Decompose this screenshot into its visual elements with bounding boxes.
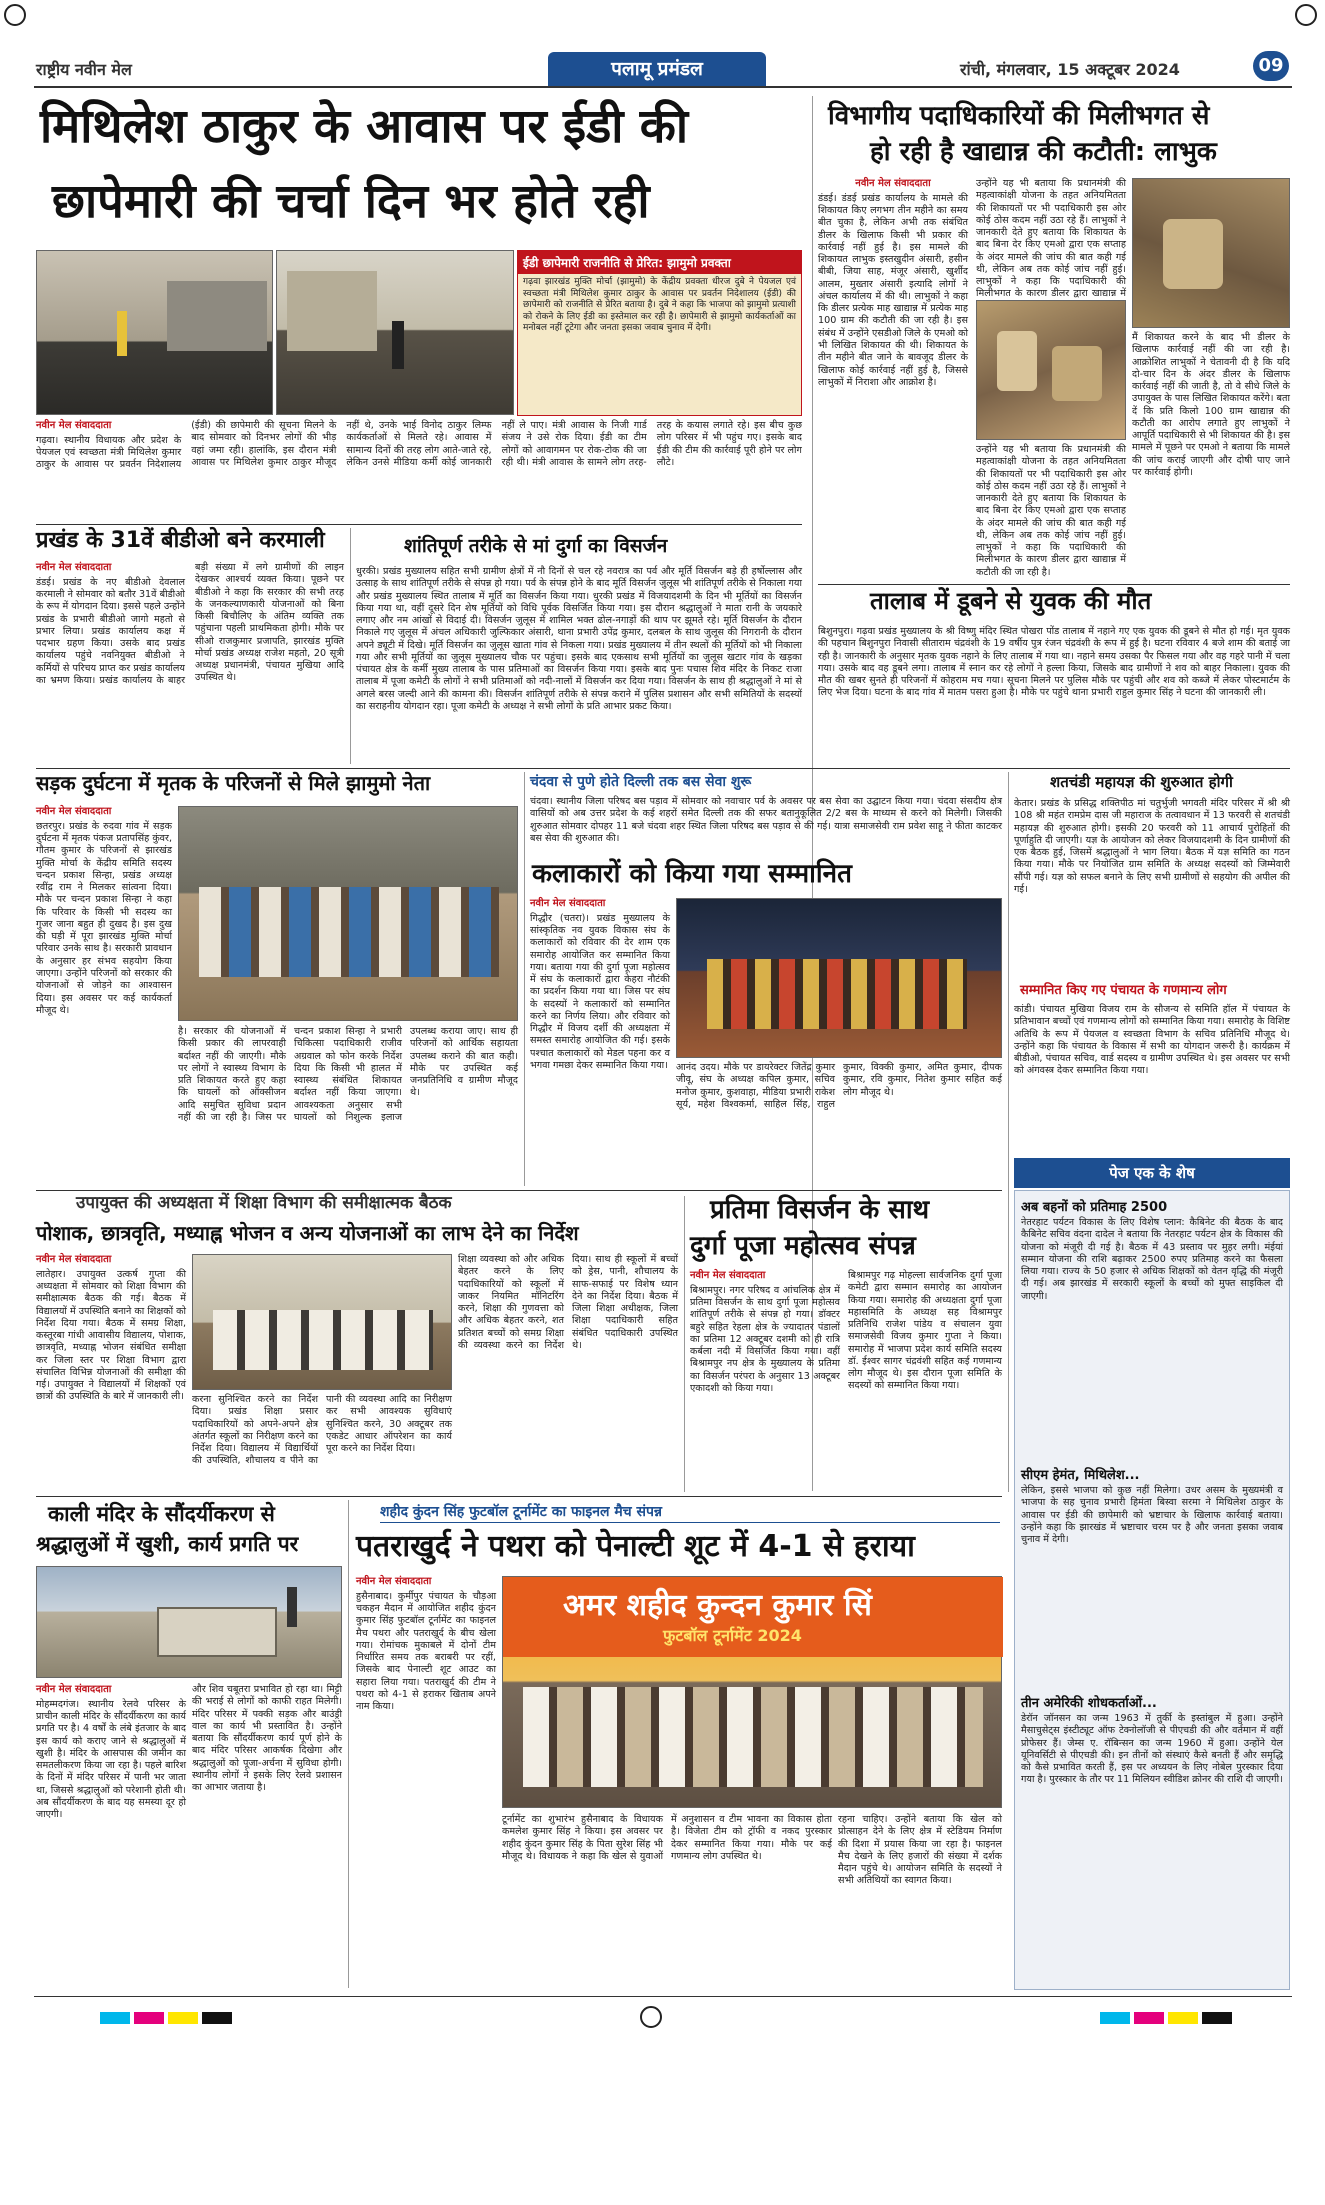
right-lead-text: डंडई। डंडई प्रखंड कार्यालय के मामले की शिकायत किए लगभग तीन महीने का समय बीत चुका है, लेकिन अभी तक संबंधित डीलर के खिलाफ किसी भी प्रकार की कार्रवाई नहीं हुई है। इस मामले की शिकायत लाभुक इस्तखुदीन अंसारी, हसीन बीबी, जिया साह, मंजूर अंसारी, खुर्शीद आलम, मुख्तार अंसारी इत्यादि लोगों ने अंचल कार्यालय में की थी। लाभुकों ने कहा कि डीलर प्रत्येक माह खाद्यान्न में प्रत्येक माह 100 ग्राम की कटौती की जा रही है। इस संबंध में उन्होंने एसडीओ जिले के एमओ को भी लिखित शिकायत की थी। शिकायत के तीन महीने बीत जाने के बावजूद डीलर के खिलाफ कोई कार्रवाई नहीं हुई है, जिससे लाभुकों में निराशा और आक्रोश है। xyxy=(818,192,968,388)
right-lead-byline: नवीन मेल संवाददाता xyxy=(855,178,931,189)
person-figure xyxy=(392,321,404,369)
right-headline-2: हो रही है खाद्यान्न की कटौती: लाभुक xyxy=(870,137,1217,167)
artists-headline: कलाकारों को किया गया सम्मानित xyxy=(532,859,852,889)
masthead-paper: राष्ट्रीय नवीन मेल xyxy=(36,60,132,79)
lead-column xyxy=(36,420,802,518)
artists-col1 xyxy=(530,898,670,1158)
color-swatch xyxy=(134,2012,164,2024)
accident-text-2: है। सरकार की योजनाओं में किसी प्रकार की लापरवाही बर्दाश्त नहीं की जाएगी। मौके पर लोगों ने स्वास्थ्य विभाग के प्रति शिकायत करते हुए कहा कि घायलों को ऑक्सीजन आदि समुचित सुविधा प्रदान नहीं की जा रही है। जिस पर चन्दन प्रकाश सिन्हा ने प्रभारी चिकित्सा पदाधिकारी राजीव अग्रवाल को फोन करके निर्देश दिया कि किसी भी हालत में स्वास्थ्य संबंधित शिकायत बर्दाश्त नहीं किया जाएगा। आवश्यकता अनुसार सभी घायलों को निशुल्क इलाज उपलब्ध कराया जाए। साथ ही परिजनों को आर्थिक सहायता उपलब्ध कराने की बात कही। मौके पर उपस्थित कई जनप्रतिनिधि व ग्रामीण मौजूद थे। xyxy=(178,1026,518,1123)
education-col3 xyxy=(458,1254,678,1490)
artists-photo xyxy=(676,898,1002,1058)
football-banner-sub: फुटबॉल टूर्नामेंट 2024 xyxy=(663,1626,802,1645)
honor-text: कांडी। पंचायत मुखिया विजय राम के सौजन्य से समिति हॉल में पंचायत के प्रतिभावान बच्चों एवं गणमान्य लोगों को सम्मानित किया गया। समारोह के विशिष्ट अतिथि के रूप में पेयजल व स्वच्छता विभाग के सचिव प्रतिनिधि मौजूद थे। उन्होंने कहा कि पंचायत के विकास में सभी का योगदान जरूरी है। कार्यक्रम में बीडीओ, पंचायत सचिव, वार्ड सदस्य व ग्रामीण उपस्थित थे। इस अवसर पर सभी को अंगवस्त्र देकर सम्मानित किया गया। xyxy=(1014,1004,1290,1077)
education-photo xyxy=(192,1254,452,1390)
color-swatch xyxy=(1168,2012,1198,2024)
football-col3 xyxy=(838,1814,1002,1984)
lead-photo-1 xyxy=(36,250,273,415)
yajna-text: केतार। प्रखंड के प्रसिद्ध शक्तिपीठ मां चतुर्भुजी भगवती मंदिर परिसर में श्री श्री 108 श्री महंत रामप्रेम दास जी महाराज के तत्वावधान में 13 फरवरी से शतचंडी महायज्ञ की शुरुआत होगी। इसकी 20 फरवरी को 11 आचार्य पुरोहितों की पूर्णाहुति दी जाएगी। यज्ञ के आयोजन को लेकर विजयादशमी के दिन ग्रामीणों की एक बैठक हुई, जिसमें श्रद्धालुओं ने भाग लिया। बैठक में यज्ञ समिति का गठन किया गया। मौके पर नियोजित ग्राम समिति के अध्यक्ष सदस्यों को जिम्मेवारी सौंपी गई। यज्ञ को सफल बनाने के लिए सभी ग्रामीणों से सहयोग की अपील की गई। xyxy=(1014,798,1290,895)
performers-shape xyxy=(707,959,967,1029)
kali-text-2: और शिव चबूतरा प्रभावित हो रहा था। मिट्टी की भराई से लोगों को काफी राहत मिलेगी। मंदिर परिसर में पक्की सड़क और बाउंड्री वाल का कार्य भी प्रस्तावित है। उन्होंने बताया कि सौंदर्यीकरण कार्य पूर्ण होने के बाद मंदिर परिसर आकर्षक दिखेगा और श्रद्धालुओं को पूजा-अर्चना में सुविधा होगी। स्थानीय लोगों ने इसके लिए रेलवे प्रशासन का आभार जताया है। xyxy=(192,1684,342,1794)
crowd-shape xyxy=(523,1687,983,1787)
section-rule xyxy=(36,1190,1002,1191)
right-lead-col2b xyxy=(976,444,1126,579)
artists-col2 xyxy=(676,1062,1002,1158)
registration-mark xyxy=(4,4,26,26)
person-figure xyxy=(287,1587,297,1627)
education-byline: नवीन मेल संवाददाता xyxy=(36,1254,112,1265)
column-divider xyxy=(1008,772,1009,1492)
section-banner xyxy=(548,52,766,86)
right-lead-col1 xyxy=(818,178,968,578)
right-lead-col3 xyxy=(1132,332,1290,580)
sidebar-item2-title: सीएम हेमंत, मिथिलेश... xyxy=(1021,1468,1140,1483)
color-swatch xyxy=(1202,2012,1232,2024)
right-lead-text-2b: उन्होंने यह भी बताया कि प्रधानमंत्री की महत्वाकांक्षी योजना के तहत अनियमितता की शिकायतों पर भी पदाधिकारी इस ओर कोई ठोस कदम नहीं उठा रहे हैं। लाभुकों ने जानकारी देते हुए बताया कि शिकायत के बाद बिना देर किए एमओ द्वारा एक सप्ताह के अंदर मामले की जांच की बात कही गई थी, लेकिन अब तक कोई जांच नहीं हुई। लाभुकों ने कहा कि पदाधिकारी की मिलीभगत के कारण डीलर द्वारा खाद्यान्न में कटौती की जा रही है। xyxy=(976,444,1126,578)
color-swatch xyxy=(1100,2012,1130,2024)
column-divider xyxy=(350,528,351,764)
section-rule xyxy=(36,768,1290,769)
football-text: हुसैनाबाद। कुर्मीपुर पंचायत के चौड़आ चकहन मैदान में आयोजित शहीद कुंदन कुमार सिंह फुटबॉल टूर्नामेंट का फाइनल मैच पथरा और पतराखुर्द के बीच खेला गया। रोमांचक मुकाबले में दोनों टीम निर्धारित समय तक बराबरी पर रहीं, जिसके बाद पेनाल्टी शूट आउट का सहारा लिया गया। पतराखुर्द की टीम ने पथरा को 4-1 से हराकर खिताब अपने नाम किया। xyxy=(356,1590,496,1713)
grain-sack xyxy=(1163,219,1223,289)
lead-byline: नवीन मेल संवाददाता xyxy=(36,420,112,431)
lead-box-title: ईडी छापेमारी राजनीति से प्रेरित: झामुमो प्रवक्ता xyxy=(518,251,801,274)
lead-box-text: गढ़वा झारखंड मुक्ति मोर्चा (झामुमो) के केंद्रीय प्रवक्ता धीरज दुबे ने पेयजल एवं स्वच्छता मंत्री मिथिलेश कुमार ठाकुर के आवास पर प्रवर्तन निदेशालय (ईडी) की छापेमारी को राजनीति से प्रेरित बताया है। दुबे ने कहा कि भाजपा को झामुमो प्रत्याशी को रोकने के लिए ईडी का इस्तेमाल कर रही है। छापेमारी से झामुमो कार्यकर्ताओं का मनोबल नहीं टूटेगा और जनता इसका जवाब चुनाव में देगी। xyxy=(523,277,796,334)
column-divider xyxy=(684,1196,685,1492)
lead-text: गढ़वा। स्थानीय विधायक और प्रदेश के पेयजल एवं स्वच्छता मंत्री मिथिलेश कुमार ठाकुर के आवास पर प्रवर्तन निदेशालय (ईडी) की छापेमारी की सूचना मिलने के बाद सोमवार को दिनभर लोगों की भीड़ वहां जमा रही। हालांकि, इस दौरान मंत्री आवास पर मिथिलेश कुमार ठाकुर मौजूद नहीं थे, उनके भाई विनोद ठाकुर लिम्फ कार्यकर्ताओं से मिलते रहे। आवास में सामान्य दिनों की तरह लोग आते-जाते रहे, लेकिन उनसे मीडिया कर्मी कोई जानकारी नहीं ले पाए। मंत्री आवास के निजी गार्ड संजय ने उसे रोक दिया। ईडी का टीम लोगों को आवागमन पर रोक-टोक की जा रही थी। मंत्री आवास के सामने लोग तरह-तरह के कयास लगाते रहे। इस बीच कुछ लोग परिसर में भी पहुंच गए। इसके बाद ईडी की टीम की कार्रवाई पूरी होने पर लोग लौटे। xyxy=(36,420,802,471)
artists-byline: नवीन मेल संवाददाता xyxy=(530,898,606,909)
kali-byline: नवीन मेल संवाददाता xyxy=(36,1684,112,1695)
color-swatch xyxy=(202,2012,232,2024)
section-rule xyxy=(818,584,1290,585)
sidebar-item2-text: लेकिन, इससे भाजपा को कुछ नहीं मिलेगा। उधर असम के मुख्यमंत्री व भाजपा के सह चुनाव प्रभारी हिमंता बिस्वा सरमा ने मिथिलेश ठाकुर के आवास पर ईडी की छापेमारी को भ्रष्टाचार के खिलाफ कार्रवाई बताया। उन्होंने कहा कि झारखंड में भ्रष्टाचार चरम पर है और जनता इसका जवाब चुनाव में देगी। xyxy=(1021,1485,1283,1546)
person-figure xyxy=(117,311,127,356)
education-text-2: करना सुनिश्चित करने का निर्देश दिया। प्रखंड शिक्षा प्रसार पदाधिकारियों को अपने-अपने क्षेत्र अंतर्गत स्कूलों का निरीक्षण करने का निर्देश दिया। विद्यालय में विद्यार्थियों की उपस्थिति, शौचालय व पीने का पानी की व्यवस्था आदि का निरीक्षण कर सभी आवश्यक सुविधाएं सुनिश्चित करने, 30 अक्टूबर तक एकडेट आधार ऑपरेशन का कार्य पूरा करने का निर्देश दिया। xyxy=(192,1394,452,1467)
pratima-headline-2: दुर्गा पूजा महोत्सव संपन्न xyxy=(690,1231,916,1261)
sidebar-item1-text: नेतरहाट पर्यटन विकास के लिए विशेष प्लान: कैबिनेट की बैठक के बाद कैबिनेट सचिव वंदना दादेल ने बताया कि नेतरहाट पर्यटन क्षेत्र के विकास की योजना को मंजूरी दी गई है। बैठक में 43 प्रस्ताव पर मुहर लगी। मंईयां सम्मान योजना की राशि बढ़ाकर 2500 रुपए प्रतिमाह करने का फैसला लिया गया। राज्य के 50 हजार से अधिक शिक्षकों को वेतन वृद्धि की मंजूरी दी गई। अब झारखंड में सरकारी स्कूलों के बच्चों को मुफ्त साइकिल दी जाएगी। xyxy=(1021,1217,1283,1302)
lead-headline-1: मिथिलेश ठाकुर के आवास पर ईडी की xyxy=(40,99,689,154)
football-banner-title: अमर शहीद कुन्दन कुमार सिं xyxy=(563,1588,872,1623)
right-lead-photo xyxy=(976,300,1126,440)
kali-col1 xyxy=(36,1684,186,1984)
artists-text-2: आनंद उदय। मौके पर डायरेक्टर जितेंद्र कुमार जीवू, संघ के अध्यक्ष कपिल कुमार, सचिव मनोज कुमार, कुशवाहा, मीडिया प्रभारी राकेश सूर्य, महेश विश्वकर्मा, साहिल सिंह, राहुल कुमार, विक्की कुमार, अमित कुमार, दीपक कुमार, रवि कुमार, नितेश कुमार सहित कई लोग मौजूद थे। xyxy=(676,1062,1002,1110)
education-headline: पोशाक, छात्रवृति, मध्याह्न भोजन व अन्य योजनाओं का लाभ देने का निर्देश xyxy=(36,1221,579,1245)
education-text-3: शिक्षा व्यवस्था को और अधिक बेहतर करने के लिए पदाधिकारियों को स्कूलों में जाकर नियमित मॉनिटरिंग करने, शिक्षा की गुणवत्ता को और अधिक बेहतर करने, शत प्रतिशत बच्चों को समग्र शिक्षा की व्यवस्था करने का निर्देश दिया। साथ ही स्कूलों में बच्चों को ड्रेस, पानी, शौचालय के साफ-सफाई पर विशेष ध्यान देने का निर्देश दिया। बैठक में जिला शिक्षा अधीक्षक, जिला शिक्षा पदाधिकारी सहित संबंधित पदाधिकारी उपस्थित थे। xyxy=(458,1254,678,1351)
accident-text: छतरपुर। प्रखंड के रुदवा गांव में सड़क दुर्घटना में मृतक पंकज प्रतापसिंह कुंवर, गौतम कुमार के परिजनों से झारखंड मुक्ति मोर्चा के केंद्रीय समिति सदस्य चन्दन प्रकाश सिन्हा, प्रखंड अध्यक्ष रवींद्र राम ने मिलकर सांत्वना दिया। मौके पर चन्दन प्रकाश सिन्हा ने कहा कि परिवार के किसी भी सदस्य का गुजर जाना बहुत ही दुखद है। इस दुख की घड़ी में पूरा झारखंड मुक्ति मोर्चा परिवार उनके साथ है। सरकारी प्रावधान के अनुसार हर संभव सहयोग किया जाएगा। उन्होंने परिजनों को सरकार की योजनाओं से जोड़ने का आश्वासन दिया। इस अवसर पर कई कार्यकर्ता मौजूद थे। xyxy=(36,820,172,1016)
sidebar-header xyxy=(1014,1158,1290,1188)
yajna-headline: शतचंडी महायज्ञ की शुरुआत होगी xyxy=(1050,773,1233,791)
accident-photo xyxy=(178,806,518,1021)
pratima-text: बिश्रामपुर। नगर परिषद व आंचलिक क्षेत्र में प्रतिमा विसर्जन के साथ दुर्गा पूजा महोत्सव शांतिपूर्ण तरीके से संपन्न हो गया। डॉक्टर बहुरे सहित रेहला क्षेत्र के ज्यादातर पंडालों का प्रतिमा 12 अक्टूबर दशमी को ही रात्रि कर्बला नदी में विसर्जित किया गया। वहीं बिश्रामपुर नप क्षेत्र के मुख्यालय के प्रतिमा का विसर्जन परंपरा के अनुसार 13 अक्टूबर एकादशी को किया गया। xyxy=(690,1284,840,1394)
lead-photo-2 xyxy=(276,250,514,415)
column-divider xyxy=(348,1500,349,1988)
pond-text: बिशुनपुरा। गढ़वा प्रखंड मुख्यालय के श्री विष्णु मंदिर स्थित पोखरा पोंड तालाब में नहाने गए एक युवक की डूबने से मौत हो गई। मृत युवक की पहचान बिशुनपुरा निवासी सीताराम चंद्रवंशी के 19 वर्षीय पुत्र रंजन चंद्रवंशी के रूप में हुई है। घटना रविवार 4 बजे शाम की बताई जा रही है। जानकारी के अनुसार मृतक युवक नहाने के लिए तालाब में गया था। नहाने समय उसका पैर फिसल गया और वह गहरे पानी में चला गया। उसके बाद वह डूबने लगा। तालाब में स्नान कर रहे लोगों ने हल्ला किया, जिसके बाद ग्रामीणों ने शव को बाहर निकाला। युवक की मौत की खबर सुनते ही परिजनों में कोहराम मच गया। सूचना मिलने पर पुलिस मौके पर पहुंची और शव को कब्जे में लेकर पोस्टमार्टम के लिए भेज दिया। घटना के बाद गांव में मातम पसरा हुआ है। मौके पर पहुंचे थाना प्रभारी राहुल कुमार सिंह ने घटना की जानकारी ली। xyxy=(818,626,1290,699)
meeting-shape xyxy=(213,1310,433,1370)
footer-rule xyxy=(34,1996,1292,1997)
registration-mark xyxy=(640,2006,662,2028)
dateline: रांची, मंगलवार, 15 अक्टूबर 2024 xyxy=(960,60,1180,79)
building-shape xyxy=(167,281,267,351)
section-rule xyxy=(36,524,802,525)
sidebar-item3-text: डेरॉन जॉनसन का जन्म 1963 में तुर्की के इस्तांबुल में हुआ। उन्होंने मैसाचुसेट्स इंस्टीट्यूट ऑफ टेक्नोलॉजी से पीएचडी की और वर्तमान में वहीं प्रोफेसर हैं। जेम्स ए. रॉबिन्सन का जन्म 1960 में हुआ। उन्होंने येल यूनिवर्सिटी से पीएचडी की। इन तीनों को संस्थाएं कैसे बनती हैं और समृद्धि को कैसे प्रभावित करती हैं, इस पर अध्ययन के लिए नोबेल पुरस्कार दिया गया है। पुरस्कार के तौर पर 11 मिलियन स्वीडिश क्रोनर की राशि दी जाएगी। xyxy=(1021,1713,1283,1786)
sidebar-title: पेज एक के शेष xyxy=(1109,1164,1195,1182)
accident-byline: नवीन मेल संवाददाता xyxy=(36,806,112,817)
right-lead-text-3: मैं शिकायत करने के बाद भी डीलर के खिलाफ कार्रवाई नहीं की जा रही है। आक्रोशित लाभुकों ने चेतावनी दी है कि यदि दो-चार दिन के अंदर डीलर के खिलाफ कार्रवाई नहीं की जाती है, तो वे सीधे जिले के उपायुक्त के पास लिखित शिकायत करेंगे। बता दें कि प्रति किलो 100 ग्राम खाद्यान्न की कटौती का आरोप लगाते हुए लाभुकों ने आपूर्ति पदाधिकारी से भी शिकायत की है। इस मामले में पूछने पर एमओ ने बताया कि मामले की जांच कराई जाएगी और दोषी पाए जाने पर कार्रवाई होगी। xyxy=(1132,332,1290,478)
pratima-headline-1: प्रतिमा विसर्जन के साथ xyxy=(710,1195,930,1225)
football-col2 xyxy=(502,1814,832,1984)
right-headline-1: विभागीय पदाधिकारियों की मिलीभगत से xyxy=(828,101,1210,131)
color-swatch xyxy=(1134,2012,1164,2024)
right-lead-photo-2 xyxy=(1132,178,1290,328)
kali-headline-1: काली मंदिर के सौंदर्यीकरण से xyxy=(48,1502,275,1526)
column-divider xyxy=(524,772,525,1186)
kali-headline-2: श्रद्धालुओं में खुशी, कार्य प्रगति पर xyxy=(36,1532,299,1556)
masthead-rule xyxy=(34,86,1292,88)
durga-text: धुरकी। प्रखंड मुख्यालय सहित सभी ग्रामीण क्षेत्रों में नौ दिनों से चल रहे नवरात्र का पर्व और मूर्ति विसर्जन बड़े ही हर्षोल्लास और उत्साह के साथ शांतिपूर्ण तरीके से संपन्न हो गया। पर्व के संपन्न होने के बाद मूर्ति विसर्जन जुलूस भी शांतिपूर्ण तरीके से निकाला गया और प्रखंड मुख्यालय स्थित तालाब में मूर्ति का विसर्जन किया गया। धुरकी प्रखंड में विजयादशमी के दिन भी मूर्तियों का विसर्जन किया गया था, वहीं दूसरे दिन शेष मूर्तियों को विधि पूर्वक विसर्जित किया गया। इस दौरान श्रद्धालुओं ने माता रानी के जयकारे लगाए और नम आंखों से विदाई दी। विसर्जन जुलूस में शामिल भक्त ढोल-नगाड़ों की थाप पर झूमते रहे। मूर्ति विसर्जन के दौरान निकाले गए जुलूस में अंचल अधिकारी जुल्फिकार अंसारी, थाना प्रभारी उपेंद्र कुमार, दलबल के साथ जुलूस की निगरानी के दौरान अपने ड्यूटी में दिखे। मूर्ति विसर्जन का जुलूस खाता गांव से निकला गया। प्रखंड मुख्यालय में तीन स्थलों की मूर्तियों को भी निकाला गया और सभी मूर्तियों का जुलूस मुख्यालय चौक पर पहुंचा। इसके बाद एकसाथ सभी मूर्तियों का जुलूस खटार गांव के खड़का पंचायत क्षेत्र के कर्मी मुख्य तालाब के पास प्रतिमाओं का विसर्जन किया गया। इसके बाद पुनः पचास शिव मंदिर के निकट राजा तालाब में पूजा कमेटी के लोगों ने सभी प्रतिमाओं को नदी-नालों में विसर्जन कर दिया गया। विसर्जन के साथ ही श्रद्धालुओं ने मां से अगले बरस जल्दी आने की कामना की। विसर्जन शांतिपूर्ण तरीके से संपन्न कराने में पुलिस प्रशासन और सभी समितियों के सदस्यों का सराहनीय योगदान रहा। पूजा कमेटी के अध्यक्ष ने सभी लोगों के प्रति आभार प्रकट किया। xyxy=(356,566,802,712)
lead-headline-2: छापेमारी की चर्चा दिन भर होते रही xyxy=(52,174,650,229)
sidebar-item3-title: तीन अमेरिकी शोधकर्ताओं... xyxy=(1021,1696,1157,1711)
pond-headline: तालाब में डूबने से युवक की मौत xyxy=(870,587,1152,615)
accident-col1 xyxy=(36,806,172,1186)
education-col2 xyxy=(192,1394,452,1490)
lead-sidebox xyxy=(517,250,802,416)
chandwa-text: चंदवा। स्थानीय जिला परिषद बस पड़ाव में सोमवार को नवाचार पर्व के अवसर पर बस सेवा का उद्घाटन किया गया। चंदवा संसदीय क्षेत्र वासियों को अब उत्तर प्रदेश के कई शहरों समेत दिल्ली तक की सफर बतानुकूलित 2/2 बस के माध्यम से करने को मिलेगी। जिसकी शुरुआत सोमवार दोपहर 11 बजे चंदवा शहर स्थित जिला परिषद बस पड़ाव से की गई। यात्रा समाजसेवी राम प्रवेश साहू ने फीता काटकर बस सेवा की शुरुआत की। xyxy=(530,796,1002,844)
section-rule xyxy=(36,1496,1002,1497)
right-lead-col2 xyxy=(976,178,1126,298)
sidebar-item1-title: अब बहनों को प्रतिमाह 2500 xyxy=(1021,1200,1168,1215)
bdo-column xyxy=(36,562,344,762)
football-byline: नवीन मेल संवाददाता xyxy=(356,1576,432,1587)
education-col1 xyxy=(36,1254,186,1490)
grain-sack xyxy=(1052,346,1102,401)
football-photo xyxy=(502,1576,1002,1808)
football-kicker: शहीद कुंदन सिंह फुटबॉल टूर्नामेंट का फाइनल मैच संपन्न xyxy=(380,1504,1000,1523)
education-text: लातेहार। उपायुक्त उत्कर्ष गुप्ता की अध्यक्षता में सोमवार को शिक्षा विभाग की समीक्षात्मक बैठक की गई। बैठक में विद्यालयों में उपस्थिति बनाने का शिक्षकों को निर्देश दिया गया। बैठक में समग्र शिक्षा, कस्तूरबा गांधी आवासीय विद्यालय, पोशाक, छात्रवृति, मध्याह्न भोजन संबंधित समीक्षा कर जिला स्तर पर शिक्षा विभाग द्वारा संचालित विभिन्न योजनाओं की समीक्षा की गई। उपायुक्त ने विद्यालयों में शिक्षकों एवं छात्रों की उपस्थिति के बारे में जानकारी ली। xyxy=(36,1268,186,1403)
bdo-byline: नवीन मेल संवाददाता xyxy=(36,562,112,573)
chandwa-headline: चंदवा से पुणे होते दिल्ली तक बस सेवा शुरू xyxy=(530,774,752,790)
football-col1 xyxy=(356,1576,496,1984)
football-headline: पतराखुर्द ने पथरा को पेनाल्टी शूट में 4-1 से हराया xyxy=(356,1529,915,1564)
pratima-col2 xyxy=(848,1270,1002,1490)
section-title: पलामू प्रमंडल xyxy=(611,58,703,80)
artists-text: गिद्धौर (चतरा)। प्रखंड मुख्यालय के सांस्कृतिक नव युवक विकास संघ के कलाकारों को रविवार की देर शाम एक समारोह आयोजित कर सम्मानित किया गया। बताया गया की दुर्गा पूजा महोत्सव में संघ के कलाकारों द्वारा केहरा नौटंकी का प्रदर्शन किया गया था। जिस पर संघ के सदस्यों ने कलाकारों को सम्मानित करने का निर्णय लिया। और रविवार को गिद्धौर में विजय दर्शी की अध्यक्षता में समस्त समारोह आयोजित की गई। इसके पश्चात कलाकारों को मेडल पहना कर व भगवा गमछा देकर सम्मानित किया गया। xyxy=(530,912,670,1071)
education-kicker: उपायुक्त की अध्यक्षता में शिक्षा विभाग की समीक्षात्मक बैठक xyxy=(76,1193,452,1213)
pratima-text-2: बिश्रामपुर गढ़ मोहल्ला सार्वजनिक दुर्गा पूजा कमेटी द्वारा सम्मान समारोह का आयोजन किया गया। समारोह की अध्यक्षता दुर्गा पूजा महासमिति के अध्यक्ष सह विश्रामपुर प्रतिनिधि राजेश पांडेय व संचालन युवा समाजसेवी विजय कुमार गुप्ता ने किया। समारोह में भाजपा प्रदेश कार्य समिति सदस्य डॉ. ईश्वर सागर चंद्रवंशी सहित कई गणमान्य लोग मौजूद थे। इस दौरान पूजा समिति के सदस्यों को सम्मानित किया गया। xyxy=(848,1270,1002,1392)
building-shape xyxy=(287,271,377,351)
color-swatch xyxy=(168,2012,198,2024)
football-banner xyxy=(503,1577,1003,1657)
grain-sack xyxy=(997,331,1037,391)
right-lead-text-2: उन्होंने यह भी बताया कि प्रधानमंत्री की महत्वाकांक्षी योजना के तहत अनियमितता की शिकायतों पर भी पदाधिकारी इस ओर कोई ठोस कदम नहीं उठा रहे हैं। लाभुकों ने जानकारी देते हुए बताया कि शिकायत के बाद बिना देर किए एमओ द्वारा एक सप्ताह के अंदर मामले की जांच की बात कही गई थी, लेकिन अब तक कोई जांच नहीं हुई। लाभुकों ने कहा कि पदाधिकारी की मिलीभगत के कारण डीलर द्वारा खाद्यान्न में xyxy=(976,178,1126,300)
color-swatch xyxy=(100,2012,130,2024)
sidebar-panel xyxy=(1014,1190,1290,1990)
football-text-3: रहना चाहिए। उन्होंने बताया कि खेल को प्रोत्साहन देने के लिए क्षेत्र में स्टेडियम निर्माण की दिशा में प्रयास किया जा रहा है। फाइनल मैच देखने के लिए हजारों की संख्या में दर्शक मैदान पहुंचे थे। आयोजन समिति के सदस्यों ने सभी अतिथियों का स्वागत किया। xyxy=(838,1814,1002,1887)
bdo-headline: प्रखंड के 31वें बीडीओ बने करमाली xyxy=(36,528,325,553)
honor-subhead: सम्मानित किए गए पंचायत के गणमान्य लोग xyxy=(1020,983,1227,998)
durga-headline: शांतिपूर्ण तरीके से मां दुर्गा का विसर्जन xyxy=(404,535,668,557)
page-number: 09 xyxy=(1253,51,1289,81)
accident-col2 xyxy=(178,1026,518,1186)
accident-headline: सड़क दुर्घटना में मृतक के परिजनों से मिले झामुमो नेता xyxy=(36,771,431,795)
registration-mark xyxy=(1295,4,1317,26)
temple-platform xyxy=(157,1607,277,1657)
bdo-text: डंडई। प्रखंड के नए बीडीओ देवलाल करमाली ने सोमवार को बतौर 31वें बीडीओ के रूप में योगदान दिया। इससे पहले उन्होंने प्रखंड के प्रभारी बीडीओ जागो महतो से प्रभार लिया। प्रखंड कार्यालय कक्ष में पदभार ग्रहण किया। उसके बाद प्रखंड कार्यालय पहुंचे नवनियुक्त बीडीओ ने कर्मियों से परिचय प्राप्त कर प्रखंड कार्यालय का भ्रमण किया। प्रखंड कार्यालय के बाहर बड़ी संख्या में लगे ग्रामीणों की लाइन देखकर आश्चर्य व्यक्त किया। पूछने पर बीडीओ ने कहा कि सरकार की सभी तरह के जनकल्याणकारी योजनाओं को बिना किसी बिचौलिए के अंतिम व्यक्ति तक पहुंचाना पहली प्राथमिकता होगी। मौके पर सीओ राजकुमार प्रजापति, झारखंड मुक्ति मोर्चा प्रखंड अध्यक्ष राजेश महतो, 20 सूत्री अध्यक्ष प्रधानमंत्री, पंचायत मुखिया आदि उपस्थित थे। xyxy=(36,562,344,686)
kali-photo xyxy=(36,1566,342,1678)
crowd-shape xyxy=(199,887,499,977)
kali-text: मोहम्मदगंज। स्थानीय रेलवे परिसर के प्राचीन काली मंदिर के सौंदर्यीकरण का कार्य प्रगति पर है। 4 वर्षों के लंबे इंतजार के बाद इस कार्य को कराए जाने से श्रद्धालुओं में खुशी है। मंदिर के आसपास की जमीन का समतलीकरण किया जा रहा है। पहले बारिश के दिनों में मंदिर परिसर में पानी भर जाता था, जिससे श्रद्धालुओं को परेशानी होती थी। अब सौंदर्यीकरण के बाद यह समस्या दूर हो जाएगी। xyxy=(36,1698,186,1821)
pratima-col1 xyxy=(690,1270,840,1490)
pratima-byline: नवीन मेल संवाददाता xyxy=(690,1270,766,1281)
kali-col2 xyxy=(192,1684,342,1984)
football-text-2: टूर्नामेंट का शुभारंभ हुसैनाबाद के विधायक कमलेश कुमार सिंह ने किया। इस अवसर पर शहीद कुंदन कुमार सिंह के पिता सुरेश सिंह भी मौजूद थे। विधायक ने कहा कि खेल से युवाओं में अनुशासन व टीम भावना का विकास होता है। विजेता टीम को ट्रॉफी व नकद पुरस्कार देकर सम्मानित किया गया। मौके पर कई गणमान्य लोग उपस्थित थे। xyxy=(502,1814,832,1862)
